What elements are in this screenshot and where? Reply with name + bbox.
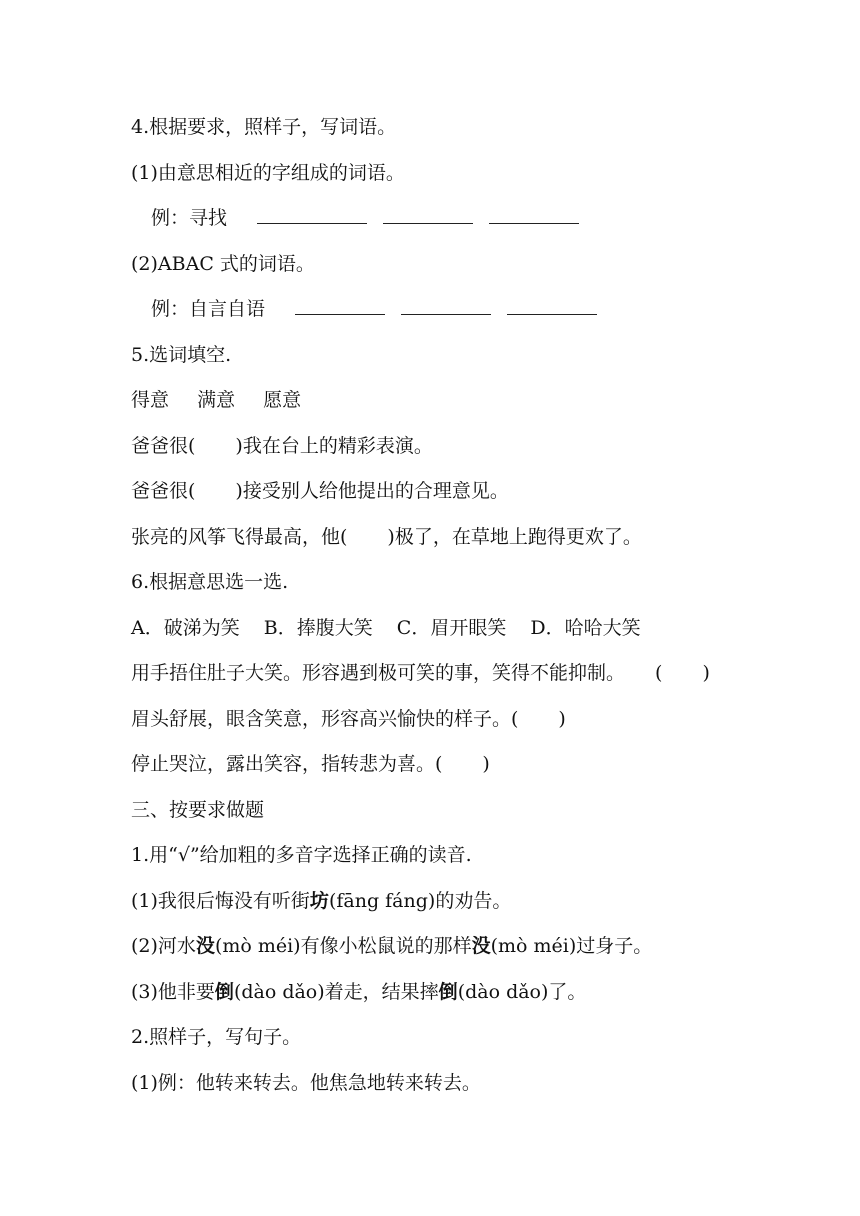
bold-character: 没	[471, 935, 491, 957]
sentence-text: 张亮的风筝飞得最高，他(	[131, 525, 348, 548]
sentence-text: )极了，在草地上跑得更欢了。	[387, 525, 642, 548]
word-option: 愿意	[263, 389, 302, 411]
paren-open: (	[655, 662, 663, 684]
section-3-title: 三、按要求做题	[131, 798, 265, 821]
definition-text: 眉头舒展，眼含笑意，形容高兴愉快的样子。(	[131, 707, 519, 730]
question-6-definition-3	[131, 750, 831, 796]
pinyin-choices[interactable]: (mò méi)有像小松鼠说的那样	[214, 935, 472, 957]
question-5-title: 5.选词填空.	[131, 343, 232, 366]
item-text: (1)我很后悔没有听街	[131, 889, 310, 912]
sentence-text: 爸爸很(	[131, 480, 196, 502]
definition-text: 用手捂住肚子大笑。形容遇到极可笑的事，笑得不能抑制。	[131, 662, 626, 684]
question-5-sentence-3	[131, 523, 831, 569]
choice-option: C．眉开眼笑	[396, 616, 507, 639]
paren-close: )	[482, 753, 490, 775]
item-text: (2)河水	[131, 935, 196, 957]
question-5-word-bank	[131, 386, 831, 432]
answer-blank[interactable]	[295, 296, 385, 315]
bold-character: 倒	[438, 980, 458, 1003]
question-6-title: 6.根据意思选一选.	[131, 571, 289, 593]
question-4-2: (2)ABAC 式的词语。	[131, 252, 315, 275]
pinyin-choices[interactable]: (dào dǎo)了。	[457, 980, 587, 1003]
section-3-question-1-title: 1.用“√”给加粗的多音字选择正确的读音.	[131, 844, 472, 866]
worksheet-page	[131, 113, 831, 1114]
sentence-text: )接受别人给他提出的合理意见。	[235, 480, 509, 502]
answer-blank[interactable]	[489, 205, 579, 224]
sentence-text: 爸爸很(	[131, 434, 196, 457]
question-4-1-example-row	[131, 204, 831, 250]
question-6-definition-1	[131, 659, 831, 705]
question-6-options	[131, 614, 831, 660]
question-4-1: (1)由意思相近的字组成的词语。	[131, 161, 405, 184]
word-option: 得意	[131, 389, 170, 411]
bold-character: 没	[195, 935, 215, 957]
pinyin-choices[interactable]: (dào dǎo)着走，结果摔	[233, 980, 439, 1003]
question-4-1-example: 例：寻找	[151, 207, 228, 229]
item-text: (3)他非要	[131, 980, 215, 1003]
bold-character: 坊	[309, 889, 329, 912]
question-4-2-example: 例：自言自语	[151, 298, 266, 320]
section-3-question-2-1: (1)例：他转来转去。他焦急地转来转去。	[131, 1071, 481, 1094]
section-3-question-1-3	[131, 978, 831, 1024]
word-option: 满意	[197, 389, 236, 411]
pinyin-choices[interactable]: (fāng fáng)的劝告。	[328, 889, 512, 912]
answer-blank[interactable]	[383, 205, 473, 224]
choice-option: B．捧腹大笑	[263, 616, 373, 639]
choice-option: A．破涕为笑	[131, 616, 240, 639]
section-3-question-2-title: 2.照样子，写句子。	[131, 1026, 302, 1048]
pinyin-choices[interactable]: (mò méi)过身子。	[490, 935, 653, 957]
question-5-sentence-1	[131, 432, 831, 478]
question-5-sentence-2	[131, 477, 831, 523]
choice-option: D．哈哈大笑	[530, 616, 641, 639]
answer-blank[interactable]	[401, 296, 491, 315]
answer-blank[interactable]	[257, 205, 367, 224]
paren-close: )	[702, 662, 710, 684]
question-4-2-example-row	[131, 295, 831, 341]
section-3-question-1-2	[131, 932, 831, 978]
answer-blank[interactable]	[507, 296, 597, 315]
section-3-question-1-1	[131, 887, 831, 933]
definition-text: 停止哭泣，露出笑容，指转悲为喜。(	[131, 753, 443, 775]
sentence-text: )我在台上的精彩表演。	[235, 434, 433, 457]
question-4-title: 4.根据要求，照样子，写词语。	[131, 116, 397, 138]
paren-close: )	[558, 707, 566, 730]
question-6-definition-2	[131, 705, 831, 751]
bold-character: 倒	[214, 980, 234, 1003]
